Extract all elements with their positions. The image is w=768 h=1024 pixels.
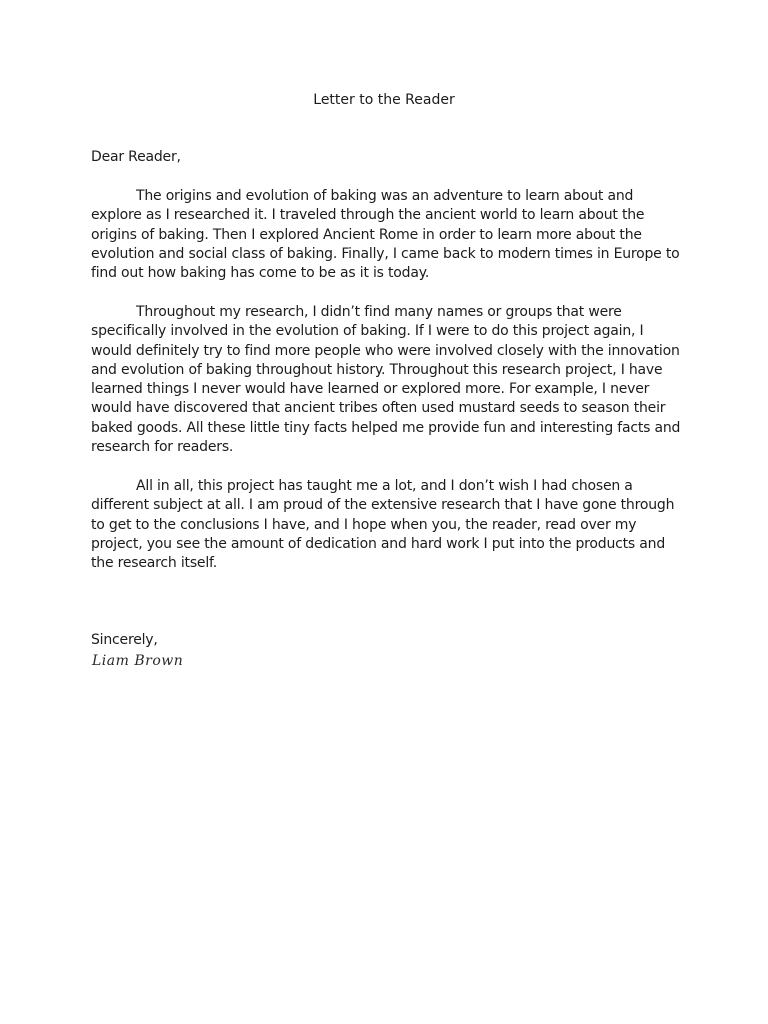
letter-title: Letter to the Reader: [313, 92, 455, 108]
paragraph-2: Throughout my research, I didn’t find many names or groups that were specifically involved in the evolution of baking. If I were to do this project again, I would definitely try to find more people who were involved closely with the innovation and evolution of baking throughout history. Throughout this research project, I have learned things I never would have learned or explored more. For example, I never would have discovered that ancient tribes often used mustard seeds to season their baked goods. All these little tiny facts helped me provide fun and interesting facts and research for readers.: [91, 304, 681, 456]
paragraph-3: All in all, this project has taught me a lot, and I don’t wish I had chosen a different subject at all. I am proud of the extensive research that I have gone through to get to the conclusions I have, and I hope when you, the reader, read over my project, you see the amount of dedication and hard work I put into the products and the research itself.: [91, 478, 675, 572]
closing: Sincerely,: [91, 632, 158, 648]
paragraph-1: The origins and evolution of baking was an adventure to learn about and explore as I researched it. I traveled through the ancient world to learn about the origins of baking. Then I explored Ancient Rome in order to learn more about the evolution and social class of baking. Finally, I came back to modern times in Europe to find out how baking has come to be as it is today.: [91, 188, 680, 282]
salutation: Dear Reader,: [91, 149, 181, 165]
signature: Liam Brown: [92, 653, 184, 669]
